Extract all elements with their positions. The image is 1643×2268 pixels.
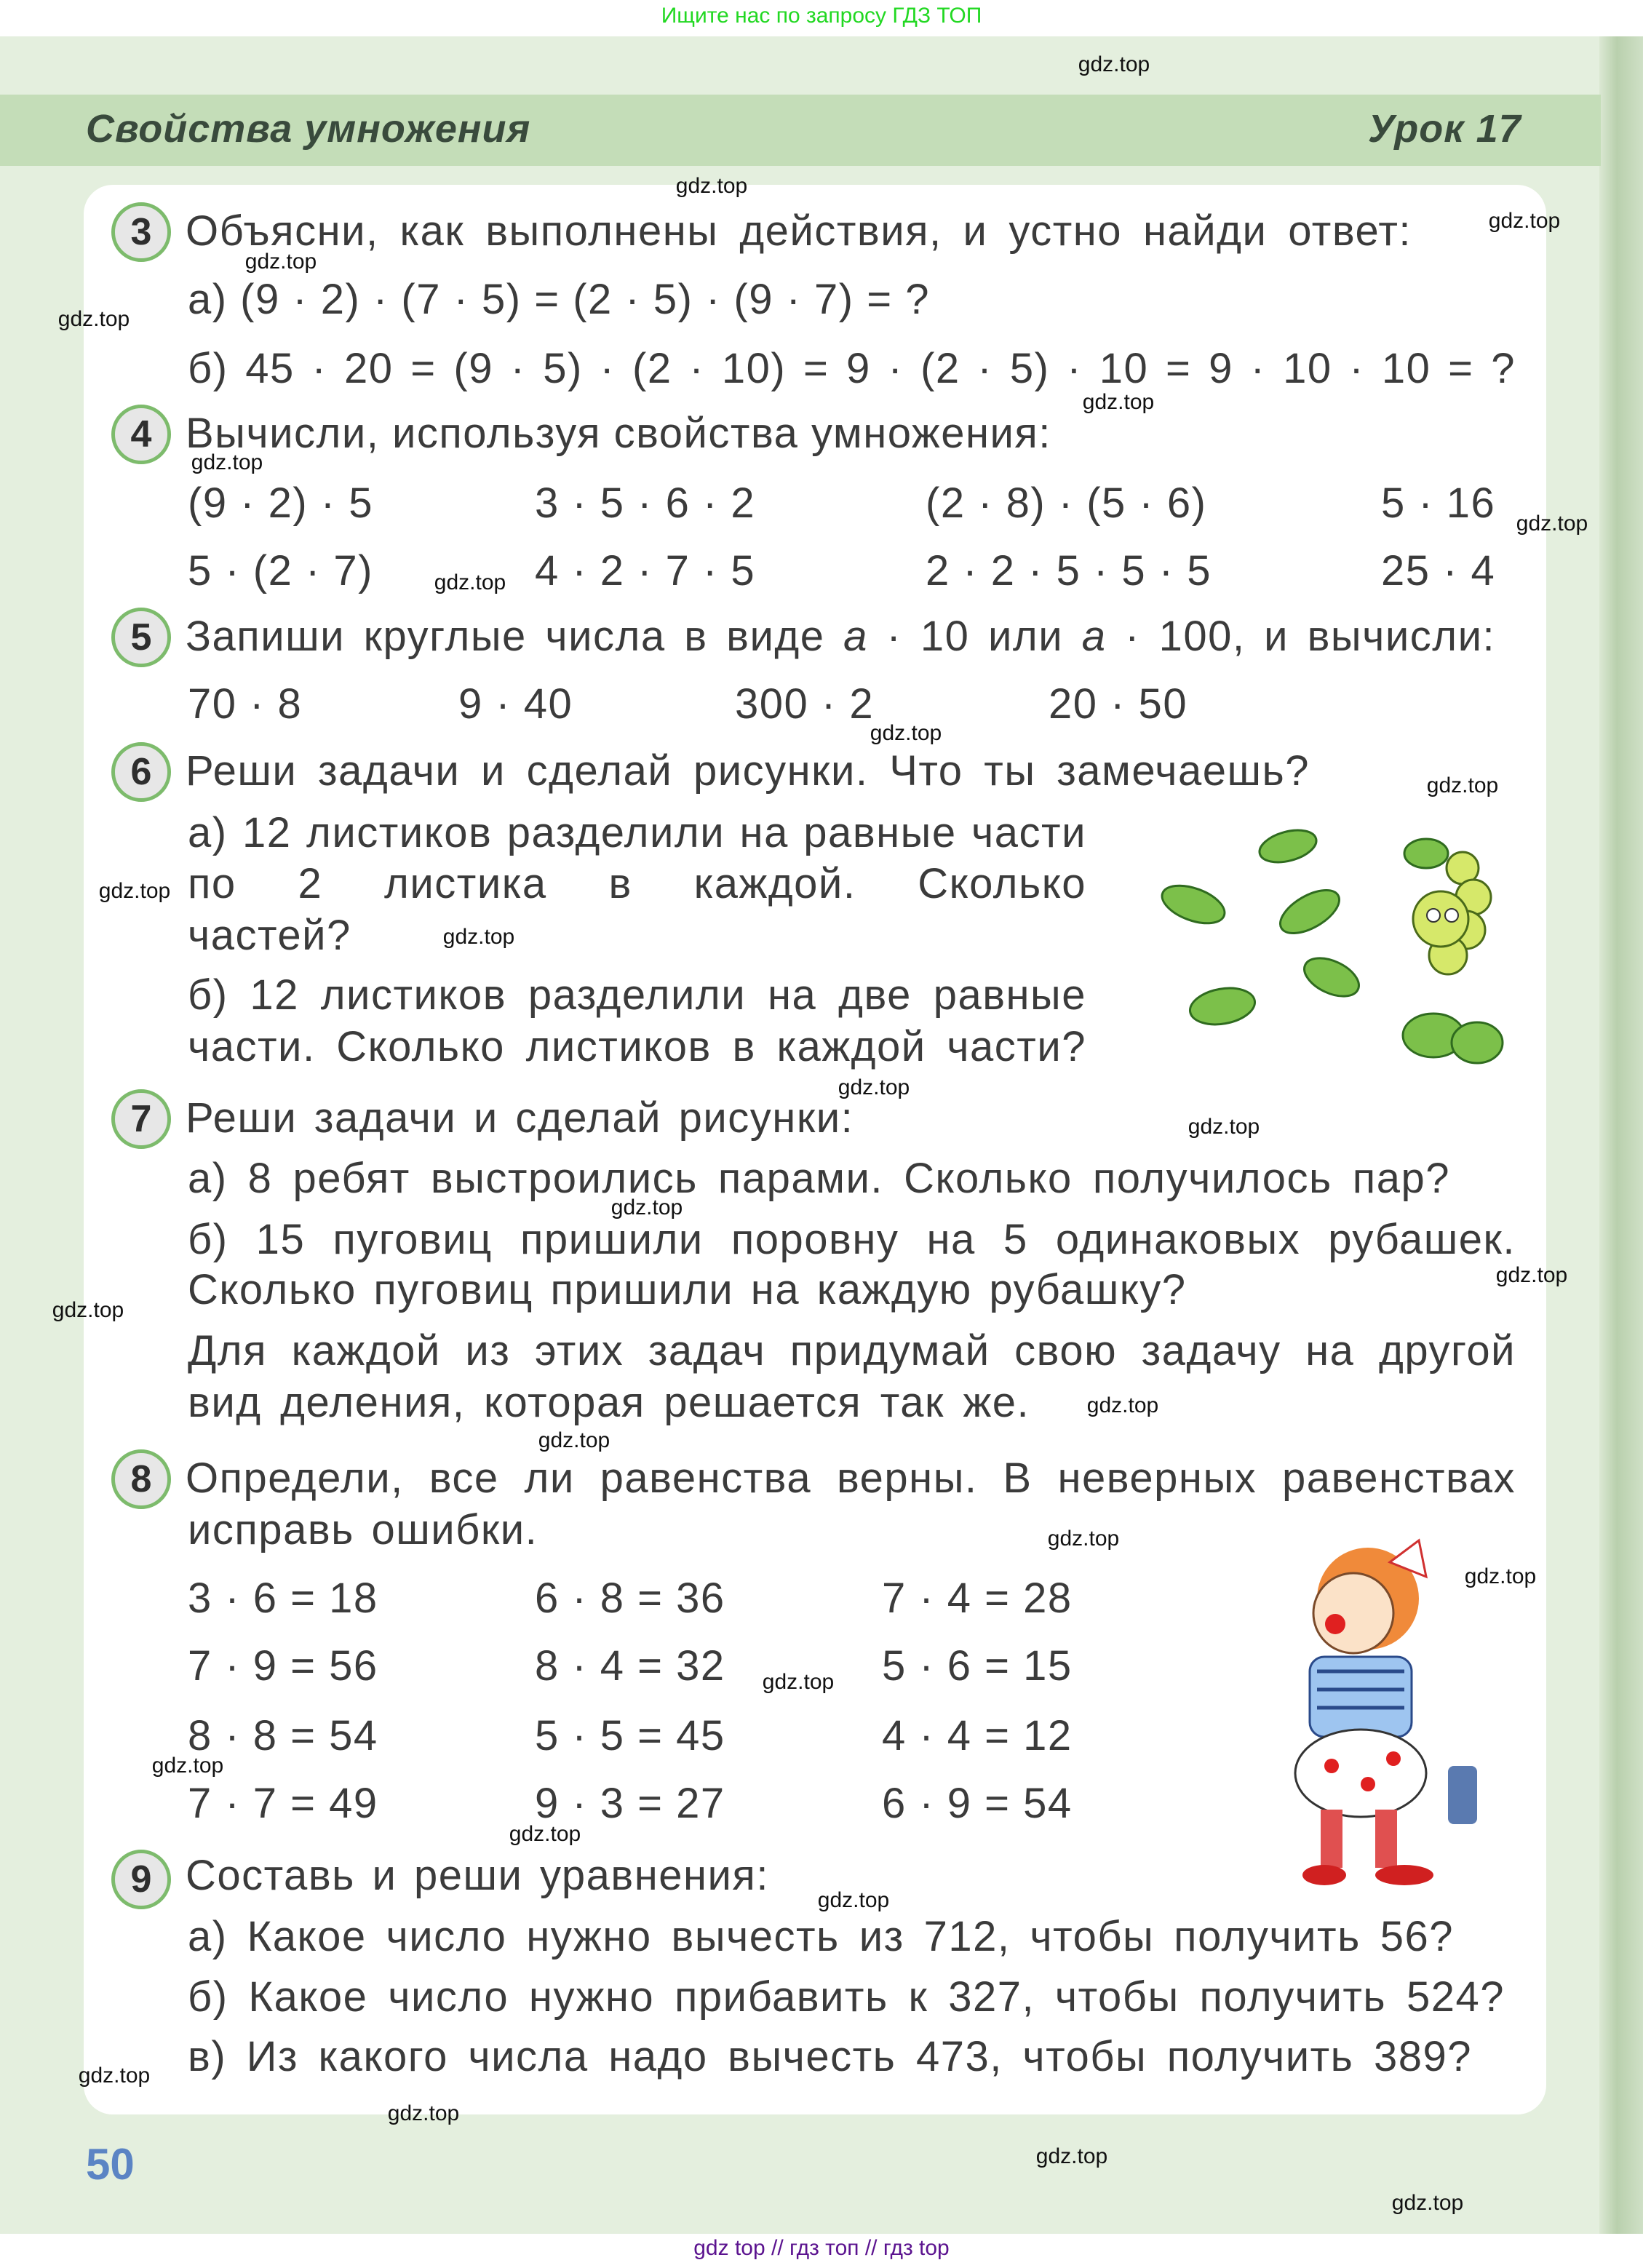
equation: 6 · 9 = 54 xyxy=(882,1780,1073,1827)
top-banner: Ищите нас по запросу ГДЗ ТОП xyxy=(0,0,1643,36)
watermark: gdz.top xyxy=(1035,2144,1108,2168)
task-5-item: 300 · 2 xyxy=(735,680,875,728)
task-5-item: 9 · 40 xyxy=(458,680,573,728)
task-4-item: 3 · 5 · 6 · 2 xyxy=(535,480,756,527)
task-5-title-pre: Запиши круглые числа в виде xyxy=(186,613,844,660)
task-9-item: б) Какое число нужно прибавить к 327, чтобы получить 524? xyxy=(188,1973,1505,2021)
task-8-title-line: Определи, все ли равенства верны. В неверных равенствах xyxy=(186,1455,1516,1502)
task-4-item: 2 · 2 · 5 · 5 · 5 xyxy=(926,547,1212,594)
watermark: gdz.top xyxy=(1188,1115,1260,1139)
task-number-4: 4 xyxy=(111,405,171,464)
watermark: gdz.top xyxy=(78,2064,151,2088)
page-title: Свойства умножения xyxy=(86,107,531,151)
watermark: gdz.top xyxy=(1495,1263,1568,1287)
variable-a: a xyxy=(843,613,868,660)
task-4-item: (9 · 2) · 5 xyxy=(188,480,373,527)
task-5-item: 70 · 8 xyxy=(188,680,303,728)
watermark: gdz.top xyxy=(675,174,748,198)
variable-a: a xyxy=(1081,613,1107,660)
task-number-7: 7 xyxy=(111,1089,171,1149)
watermark: gdz.top xyxy=(98,879,171,903)
watermark: gdz.top xyxy=(442,925,515,949)
watermark: gdz.top xyxy=(1391,2191,1464,2215)
task-6-a-line: по 2 листика в каждой. Сколько xyxy=(188,860,1086,907)
watermark: gdz.top xyxy=(1488,209,1561,233)
watermark: gdz.top xyxy=(1082,390,1155,414)
task-7-title: Реши задачи и сделай рисунки: xyxy=(186,1094,854,1142)
watermark: gdz.top xyxy=(1086,1393,1159,1417)
watermark: gdz.top xyxy=(870,721,942,745)
task-6-a-line: а) 12 листиков разделили на равные части xyxy=(188,809,1086,856)
equation: 8 · 8 = 54 xyxy=(188,1712,378,1759)
task-6-b-line: б) 12 листиков разделили на две равные xyxy=(188,971,1086,1019)
equation: 9 · 3 = 27 xyxy=(535,1780,725,1827)
bottom-banner: gdz top // гдз топ // гдз top xyxy=(0,2234,1643,2268)
page-edge xyxy=(1599,36,1643,2234)
task-9-item: в) Из какого числа надо вычесть 473, чтобы получить 389? xyxy=(188,2033,1472,2080)
task-4-item: 4 · 2 · 7 · 5 xyxy=(535,547,756,594)
equation: 3 · 6 = 18 xyxy=(188,1575,378,1622)
task-number-9: 9 xyxy=(111,1850,171,1909)
task-5-item: 20 · 50 xyxy=(1049,680,1188,728)
task-7-b-line: б) 15 пуговиц пришили поровну на 5 одинаковых рубашек. xyxy=(188,1216,1516,1263)
task-number-3: 3 xyxy=(111,202,171,262)
task-9-item: а) Какое число нужно вычесть из 712, чтобы получить 56? xyxy=(188,1913,1454,1960)
watermark: gdz.top xyxy=(538,1428,610,1452)
task-number-5: 5 xyxy=(111,608,171,667)
task-7-c-line: вид деления, которая решается так же. xyxy=(188,1379,1030,1426)
equation: 5 · 6 = 15 xyxy=(882,1642,1073,1690)
task-4-item: 25 · 4 xyxy=(1381,547,1496,594)
watermark: gdz.top xyxy=(191,450,263,474)
watermark: gdz.top xyxy=(434,570,506,594)
watermark: gdz.top xyxy=(387,2101,460,2125)
task-4-item: (2 · 8) · (5 · 6) xyxy=(926,480,1207,527)
equation: 8 · 4 = 32 xyxy=(535,1642,725,1690)
task-5-title-post: · 100, и вычисли: xyxy=(1106,613,1496,660)
task-4-title: Вычисли, используя свойства умножения: xyxy=(186,410,1051,457)
page-number: 50 xyxy=(86,2140,135,2189)
watermark: gdz.top xyxy=(1047,1527,1120,1551)
task-7-b-line: Сколько пуговиц пришили на каждую рубашку? xyxy=(188,1266,1187,1313)
task-3-b: б) 45 · 20 = (9 · 5) · (2 · 10) = 9 · (2 · 5) · 10 = 9 · 10 · 10 = ? xyxy=(188,345,1516,392)
watermark: gdz.top xyxy=(151,1754,224,1778)
watermark: gdz.top xyxy=(52,1298,124,1322)
task-6-b-line: части. Сколько листиков в каждой части? xyxy=(188,1023,1086,1070)
watermark: gdz.top xyxy=(817,1888,890,1912)
watermark: gdz.top xyxy=(1464,1564,1537,1588)
task-number-8: 8 xyxy=(111,1449,171,1509)
watermark: gdz.top xyxy=(1516,512,1588,536)
task-5-title xyxy=(186,611,1495,662)
watermark: gdz.top xyxy=(762,1670,835,1694)
watermark: gdz.top xyxy=(509,1822,581,1846)
equation: 7 · 7 = 49 xyxy=(188,1780,378,1827)
task-6-a-line: частей? xyxy=(188,912,351,959)
task-3-a: а) (9 · 2) · (7 · 5) = (2 · 5) · (9 · 7) = ? xyxy=(188,276,930,323)
watermark: gdz.top xyxy=(610,1195,683,1219)
task-4-item: 5 · 16 xyxy=(1381,480,1496,527)
task-3-title: Объясни, как выполнены действия, и устно найди ответ: xyxy=(186,207,1412,255)
task-6-title: Реши задачи и сделай рисунки. Что ты замечаешь? xyxy=(186,747,1310,795)
equation: 7 · 4 = 28 xyxy=(882,1575,1073,1622)
equation: 4 · 4 = 12 xyxy=(882,1712,1073,1759)
task-8-title-line: исправь ошибки. xyxy=(188,1506,538,1553)
leaves-caterpillar-illustration xyxy=(1142,824,1506,1079)
equation: 6 · 8 = 36 xyxy=(535,1575,725,1622)
task-7-a: а) 8 ребят выстроились парами. Сколько получилось пар? xyxy=(188,1155,1450,1202)
watermark: gdz.top xyxy=(838,1075,910,1099)
task-number-6: 6 xyxy=(111,742,171,802)
task-5-title-mid: · 10 или xyxy=(867,613,1082,660)
watermark: gdz.top xyxy=(57,307,130,331)
lesson-label: Урок 17 xyxy=(1368,107,1521,151)
equation: 5 · 5 = 45 xyxy=(535,1712,725,1759)
watermark: gdz.top xyxy=(244,250,317,274)
equation: 7 · 9 = 56 xyxy=(188,1642,378,1690)
task-4-item: 5 · (2 · 7) xyxy=(188,547,373,594)
watermark: gdz.top xyxy=(1426,773,1499,797)
task-9-title: Составь и реши уравнения: xyxy=(186,1852,769,1899)
watermark: gdz.top xyxy=(1078,52,1150,76)
task-7-c-line: Для каждой из этих задач придумай свою задачу на другой xyxy=(188,1327,1516,1374)
